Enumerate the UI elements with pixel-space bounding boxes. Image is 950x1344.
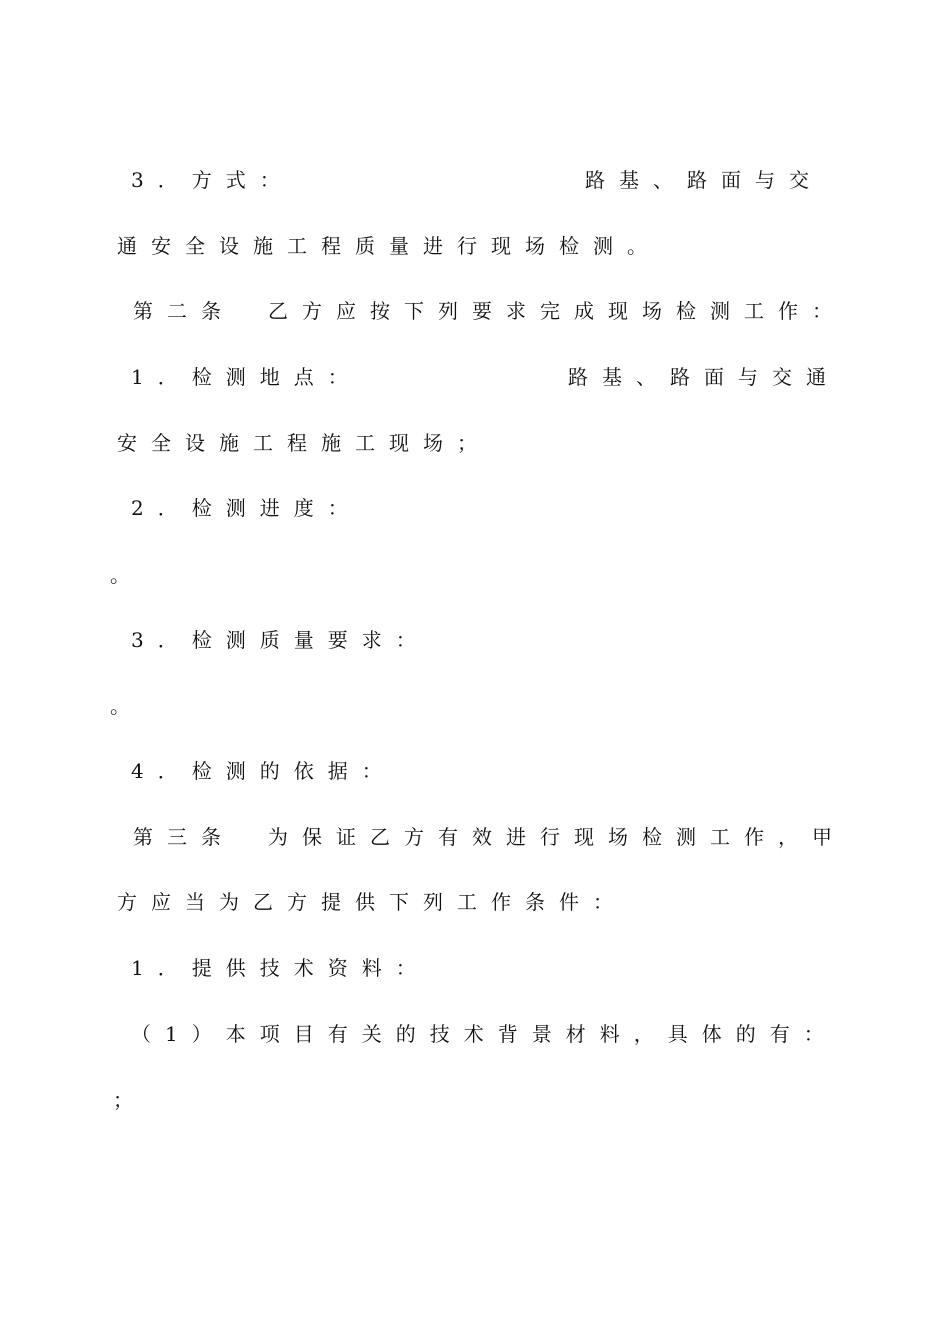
sub-item-1-end-mark: ； — [113, 1088, 147, 1112]
location-label: 1．检测地点： — [131, 365, 362, 389]
progress-end-mark: 。 — [110, 563, 144, 587]
article-3-continuation: 方应当为乙方提供下列工作条件： — [117, 890, 627, 914]
method-continuation: 通安全设施工程质量进行现场检测。 — [117, 234, 661, 258]
article-2-heading: 第二条 — [133, 299, 235, 323]
quality-label: 3．检测质量要求： — [131, 628, 430, 652]
method-tail: 路基、路面与交 — [585, 168, 823, 192]
method-label: 3．方式： — [131, 168, 294, 192]
location-tail: 路基、路面与交通 — [568, 365, 840, 389]
tech-label: 1．提供技术资料： — [131, 956, 430, 980]
article-2-text: 乙方应按下列要求完成现场检测工作： — [268, 299, 846, 323]
sub-item-1-label: （1）本项目有关的技术背景材料，具体的有： — [131, 1022, 838, 1046]
article-3-text: 为保证乙方有效进行现场检测工作，甲 — [268, 825, 846, 849]
quality-end-mark: 。 — [110, 694, 144, 718]
basis-label: 4．检测的依据： — [131, 759, 396, 783]
article-3-heading: 第三条 — [133, 825, 235, 849]
progress-label: 2．检测进度： — [131, 496, 362, 520]
location-continuation: 安全设施工程施工现场； — [117, 431, 491, 455]
